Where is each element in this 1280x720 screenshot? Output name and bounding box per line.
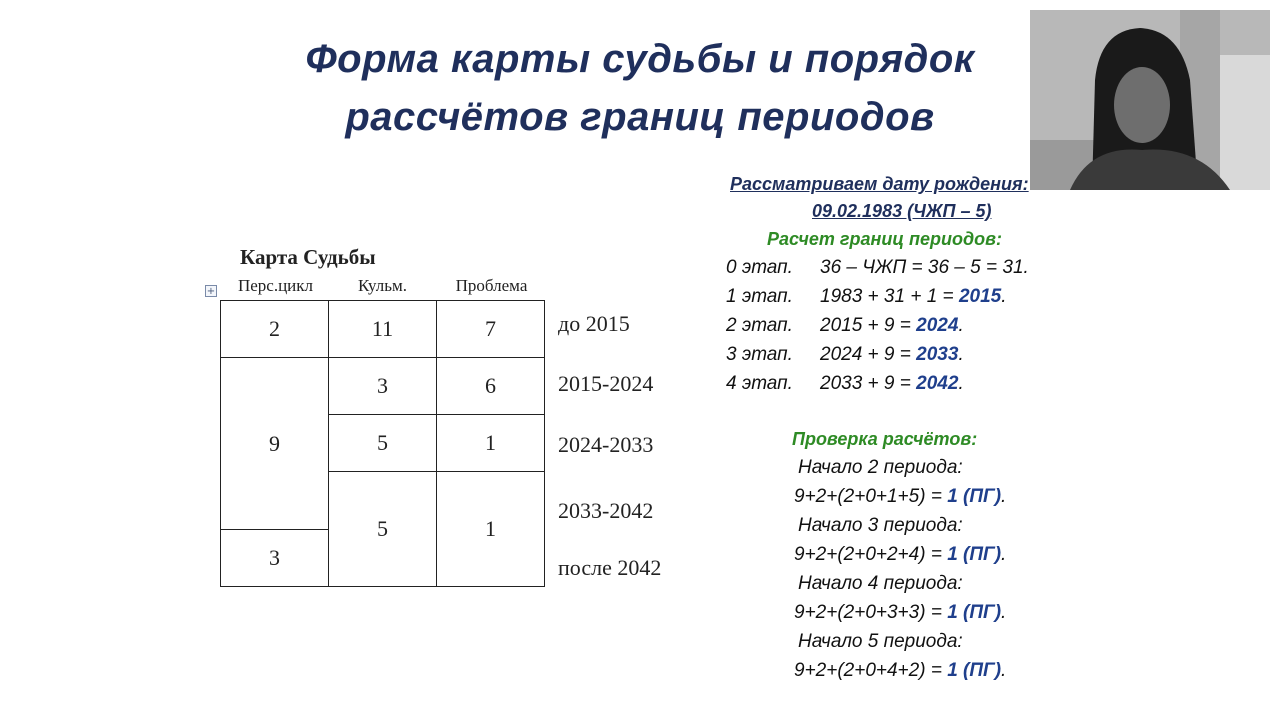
stage-label: 3 этап. [726, 344, 793, 365]
period-label-2: 2015-2024 [558, 371, 654, 396]
bounds-heading: Расчет границ периодов: [767, 229, 1002, 249]
check-row-3 [794, 602, 1006, 624]
birthdate-value: 09.02.1983 (ЧЖП – 5) [812, 201, 992, 221]
check-row-4 [794, 660, 1006, 682]
col-header-pers: Перс.цикл [237, 276, 314, 295]
stage-row-3 [726, 344, 964, 366]
webcam-overlay [1030, 10, 1270, 190]
col-header-kulm: Кульм. [357, 276, 408, 295]
check-row-1 [794, 486, 1006, 508]
check-expr: 9+2+(2+0+2+4) = [794, 544, 948, 565]
period-label-5: после 2042 [558, 555, 662, 580]
cell-r2-kulm: 3 [329, 358, 437, 415]
stage-label: 2 этап. [726, 315, 793, 336]
stage-result: 2024 [916, 315, 959, 336]
check-row-2 [794, 544, 1006, 566]
period-label-1: до 2015 [558, 311, 630, 336]
check-heading: Проверка расчётов: [792, 429, 978, 449]
stage-tail: . [958, 373, 964, 394]
stage-label: 1 этап. [726, 286, 793, 307]
cell-r2-prob: 6 [437, 358, 545, 415]
fate-table-title: Карта Судьбы [240, 245, 376, 269]
period-label-4: 2033-2042 [558, 498, 654, 523]
stage-row-4 [726, 373, 964, 395]
period-label-3: 2024-2033 [558, 432, 654, 457]
cell-r1-pers: 2 [221, 301, 329, 358]
check-tail: . [1001, 602, 1007, 623]
stage-row-1 [726, 286, 1007, 308]
cell-r1-prob: 7 [437, 301, 545, 358]
check-expr: 9+2+(2+0+1+5) = [794, 486, 948, 507]
check-result: 1 (ПГ) [947, 602, 1002, 623]
check-tail: . [1001, 544, 1007, 565]
stage-expr: 2024 + 9 = [820, 344, 917, 365]
fate-table [220, 300, 545, 587]
check-title-3: Начало 4 периода: [798, 573, 963, 594]
stage-label: 0 этап. [726, 257, 793, 278]
cell-r4-kulm: 5 [329, 472, 437, 587]
check-result: 1 (ПГ) [947, 660, 1002, 681]
stage-row-2 [726, 315, 964, 337]
table-move-handle-icon[interactable]: + [206, 286, 216, 297]
check-tail: . [1001, 486, 1007, 507]
stage-result: 2042 [916, 373, 959, 394]
stage-expr: 1983 + 31 + 1 = [820, 286, 959, 307]
cell-r5-pers: 3 [221, 530, 329, 587]
slide-title [220, 30, 1060, 146]
stage-row-0 [726, 257, 1029, 279]
check-title-2: Начало 3 периода: [798, 515, 963, 536]
cell-r3-kulm: 5 [329, 415, 437, 472]
stage-result: 2015 [958, 286, 1002, 307]
stage-expr: 2015 + 9 = [820, 315, 917, 336]
slide-title-line1: Форма карты судьбы и порядок [305, 37, 975, 81]
cell-r1-kulm: 11 [329, 301, 437, 358]
check-expr: 9+2+(2+0+4+2) = [794, 660, 948, 681]
stage-expr: 36 – ЧЖП = 36 – 5 = 31. [820, 257, 1029, 278]
stage-tail: . [958, 315, 964, 336]
check-result: 1 (ПГ) [947, 544, 1002, 565]
cell-r3-prob: 1 [437, 415, 545, 472]
stage-tail: . [958, 344, 964, 365]
stage-result: 2033 [916, 344, 959, 365]
check-expr: 9+2+(2+0+3+3) = [794, 602, 948, 623]
col-header-prob: Проблема [455, 276, 528, 295]
check-title-1: Начало 2 периода: [798, 457, 963, 478]
presenter-video-icon [1030, 10, 1270, 190]
check-title-4: Начало 5 периода: [798, 631, 963, 652]
birthdate-heading: Рассматриваем дату рождения: [730, 174, 1029, 194]
stage-expr: 2033 + 9 = [820, 373, 917, 394]
stage-label: 4 этап. [726, 373, 793, 394]
cell-r4-prob: 1 [437, 472, 545, 587]
slide-title-line2: рассчётов границ периодов [345, 95, 935, 139]
stage-tail: . [1001, 286, 1007, 307]
check-result: 1 (ПГ) [947, 486, 1002, 507]
cell-r2-pers: 9 [221, 358, 329, 530]
check-tail: . [1001, 660, 1007, 681]
